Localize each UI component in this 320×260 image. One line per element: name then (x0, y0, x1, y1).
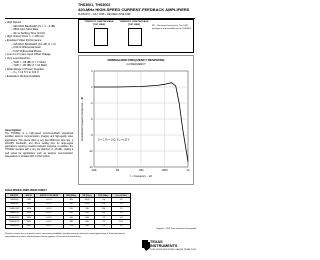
company-address: POST OFFICE BOX 655303 • DALLAS, TEXAS 75265 (150, 249, 196, 251)
table-cell: –96 (95, 202, 112, 206)
features-list (5, 21, 73, 79)
table-cell: VFB (23, 211, 35, 215)
package-1-title: THS3001 D, DGN PACKAGE (TOP VIEW) (84, 21, 114, 26)
table-cell: ±15 V (35, 224, 63, 228)
table-header-cell: SR (V/µs) (79, 194, 95, 198)
table-cell: VFB (23, 207, 35, 211)
package-2-title: THS3002 D, DGN PACKAGE (TOP VIEW) (119, 21, 149, 26)
plot-area (80, 70, 190, 178)
chart-subtitle: vs FREQUENCY (126, 63, 146, 66)
table-cell: 6500 (79, 198, 95, 202)
table-row (6, 224, 131, 228)
table-cell: THS4011/2 (6, 207, 23, 211)
table-cell: THS4021/2 (6, 211, 23, 215)
description-body: The THS300x is a high-speed current-feedback operational amplifier, ideal for communication, imaging, and high-quality video applications. This device offers a very fast 6500-V/µs slew rate, a 420-MHz bandwidth, and 40-ns settling time for large-signal applications requiring excellent transient response. In addition, the THS300x operates with a very low distortion of –96 dBc, making it well suited for applications such as wireless communication basestations or ultrafast ADC or DAC buffers. (5, 133, 73, 159)
company-name-line1: TEXAS (150, 240, 163, 244)
package-1-pinout (94, 28, 108, 46)
feature-item: – 0.02° Differential Phase (11, 49, 42, 53)
table-cell: –96 (95, 198, 112, 202)
feature-item: ▪ High Output Drive, Iₒ = 100 mA (5, 35, 73, 39)
table-cell: ±15 V (35, 202, 63, 206)
table-cell: ±15 V (35, 215, 63, 219)
table-cell: 14.5 (112, 220, 131, 224)
table-cell: 7.5 (112, 207, 131, 211)
table-cell: THS4081/2 (6, 224, 23, 228)
y-tick-label: 0 (91, 85, 93, 89)
y-tick-label: -12 (89, 149, 93, 153)
table-cell: THS3002 (6, 202, 23, 206)
feature-item: ▪ Low 3-mV (max) Input Offset Voltage (5, 53, 73, 57)
important-notice: Please be aware that an important notice concerning availability, standard warranty, and use in critical applications of Texas Instruments semiconductor products and disclaimers thereto appears at the end of this data sheet. (5, 233, 125, 238)
frequency-response-chart (78, 55, 194, 185)
y-tick-label: -3 (90, 101, 93, 105)
y-tick-label: -15 (89, 165, 93, 169)
copyright: Copyright © 1999, Texas Instruments Incorporated (155, 228, 196, 230)
table-cell: 420 (63, 198, 79, 202)
package-note: NC – No internal connection. The DGN package is only available for the THS3001. (152, 25, 192, 30)
amplifier-family-table (5, 193, 131, 229)
table-cell: –72 (95, 220, 112, 224)
feature-item: – 420-MHz Bandwidth (G = 1, –3 dB) (11, 24, 56, 28)
y-axis-label: Normalized Frequency Response – dB (81, 96, 84, 142)
table-cell: ±15 V (35, 207, 63, 211)
part-number: THS3001, THS3002 (78, 3, 111, 7)
feature-item: – Vₛₚ = ±4.5 V to ±16 V (11, 71, 39, 75)
table-cell: 100 (63, 215, 79, 219)
feature-item: ▪ Very Low Distortion (5, 57, 73, 61)
table-cell: VFB (23, 215, 35, 219)
table-cell: –80 (95, 207, 112, 211)
chart-title: NORMALIZED FREQUENCY RESPONSE (107, 58, 165, 62)
table-cell: 350 (63, 211, 79, 215)
table-cell: 290 (63, 207, 79, 211)
table-cell: ±15 V (35, 220, 63, 224)
feature-item: ▪ Wide Range of Power Supplies (5, 68, 73, 72)
table-cell: –72 (95, 215, 112, 219)
table-cell: 180 (63, 220, 79, 224)
y-tick-label: -6 (90, 117, 93, 121)
table-cell: 420 (63, 202, 79, 206)
table-cell: 470 (79, 211, 95, 215)
description-heading: description (5, 128, 22, 132)
x-tick-label: 100k (91, 169, 97, 172)
feature-item: ▪ Evaluation Module Available (5, 75, 73, 79)
x-axis-label: f – Frequency – Hz (130, 175, 152, 178)
y-tick-label: 3 (91, 69, 93, 73)
table-cell: 1.6 (112, 198, 131, 202)
table-cell: VFB (23, 224, 35, 228)
table-cell: VFB (23, 220, 35, 224)
feature-item: – 0.01% Differential Gain (11, 46, 41, 50)
document-title: 420-MHz HIGH-SPEED CURRENT-FEEDBACK AMPLIFIERS (78, 7, 190, 12)
table-cell: ±15 V (35, 198, 63, 202)
table-header-cell: DEVICE (6, 194, 23, 198)
table-cell: –70 (95, 224, 112, 228)
table-cell: THS4061/2 (6, 220, 23, 224)
feature-item: ▪ Excellent Video Performance (5, 39, 73, 43)
feature-item: ▪ High Speed (5, 21, 73, 25)
table-title: HIGH-SPEED AMPLIFIER FAMILY (5, 189, 48, 192)
table-header-cell: Vn (nV/√Hz) (112, 194, 131, 198)
feature-item: – THD = –80 dBc (f = 10 MHz) (11, 64, 48, 68)
table-cell: THS4031/2 (6, 215, 23, 219)
table-cell: CFB (23, 202, 35, 206)
x-tick-label: 1M (115, 169, 120, 172)
table-cell: ±15 V (35, 211, 63, 215)
table-cell: 6500 (79, 202, 95, 206)
feature-item: – 6500 V/µs Slew Rate (11, 28, 39, 32)
table-cell: 1.6 (112, 215, 131, 219)
x-tick-label: 1G (186, 169, 190, 172)
x-tick-label: 10M (138, 169, 144, 172)
table-header-cell: ARCH. (23, 194, 35, 198)
y-tick-label: -9 (90, 133, 93, 137)
table-cell: 1.6 (112, 202, 131, 206)
feature-item: – 115-MHz Bandwidth (0.1 dB, G = 2) (11, 42, 56, 46)
document-subtitle: SLOS217C – JULY 1998 – REVISED JUNE 1999 (78, 13, 131, 16)
table-cell: THS3001 (6, 198, 23, 202)
package-2-pinout (128, 28, 142, 46)
company-name (150, 240, 194, 248)
company-name-line2: INSTRUMENTS (150, 244, 178, 248)
table-cell: 10 (112, 224, 131, 228)
chart-annotation: G = 1, Rₒ = 1 kΩ, Vₛₚ = ±15 V (98, 138, 130, 142)
table-cell: –68 (95, 211, 112, 215)
chart-frame (79, 56, 194, 185)
table-header-cell: SUPPLY VOLTAGE (35, 194, 63, 198)
table-cell: 100 (79, 215, 95, 219)
table-cell: CFB (23, 198, 35, 202)
x-tick-label: 100M (161, 169, 168, 172)
table-cell: 310 (79, 207, 95, 211)
table-cell: 1.5 (112, 211, 131, 215)
table-header-cell: BW (MHz) (63, 194, 79, 198)
feature-item: – 40-ns Settling Time (0.1%) (11, 31, 45, 35)
table-cell: 400 (79, 220, 95, 224)
table-cell: 175 (63, 224, 79, 228)
table-header-cell: THD (dBc) (95, 194, 112, 198)
table-cell: 230 (79, 224, 95, 228)
feature-item: – THD = –96 dBc (f = 1 MHz) (11, 60, 46, 64)
